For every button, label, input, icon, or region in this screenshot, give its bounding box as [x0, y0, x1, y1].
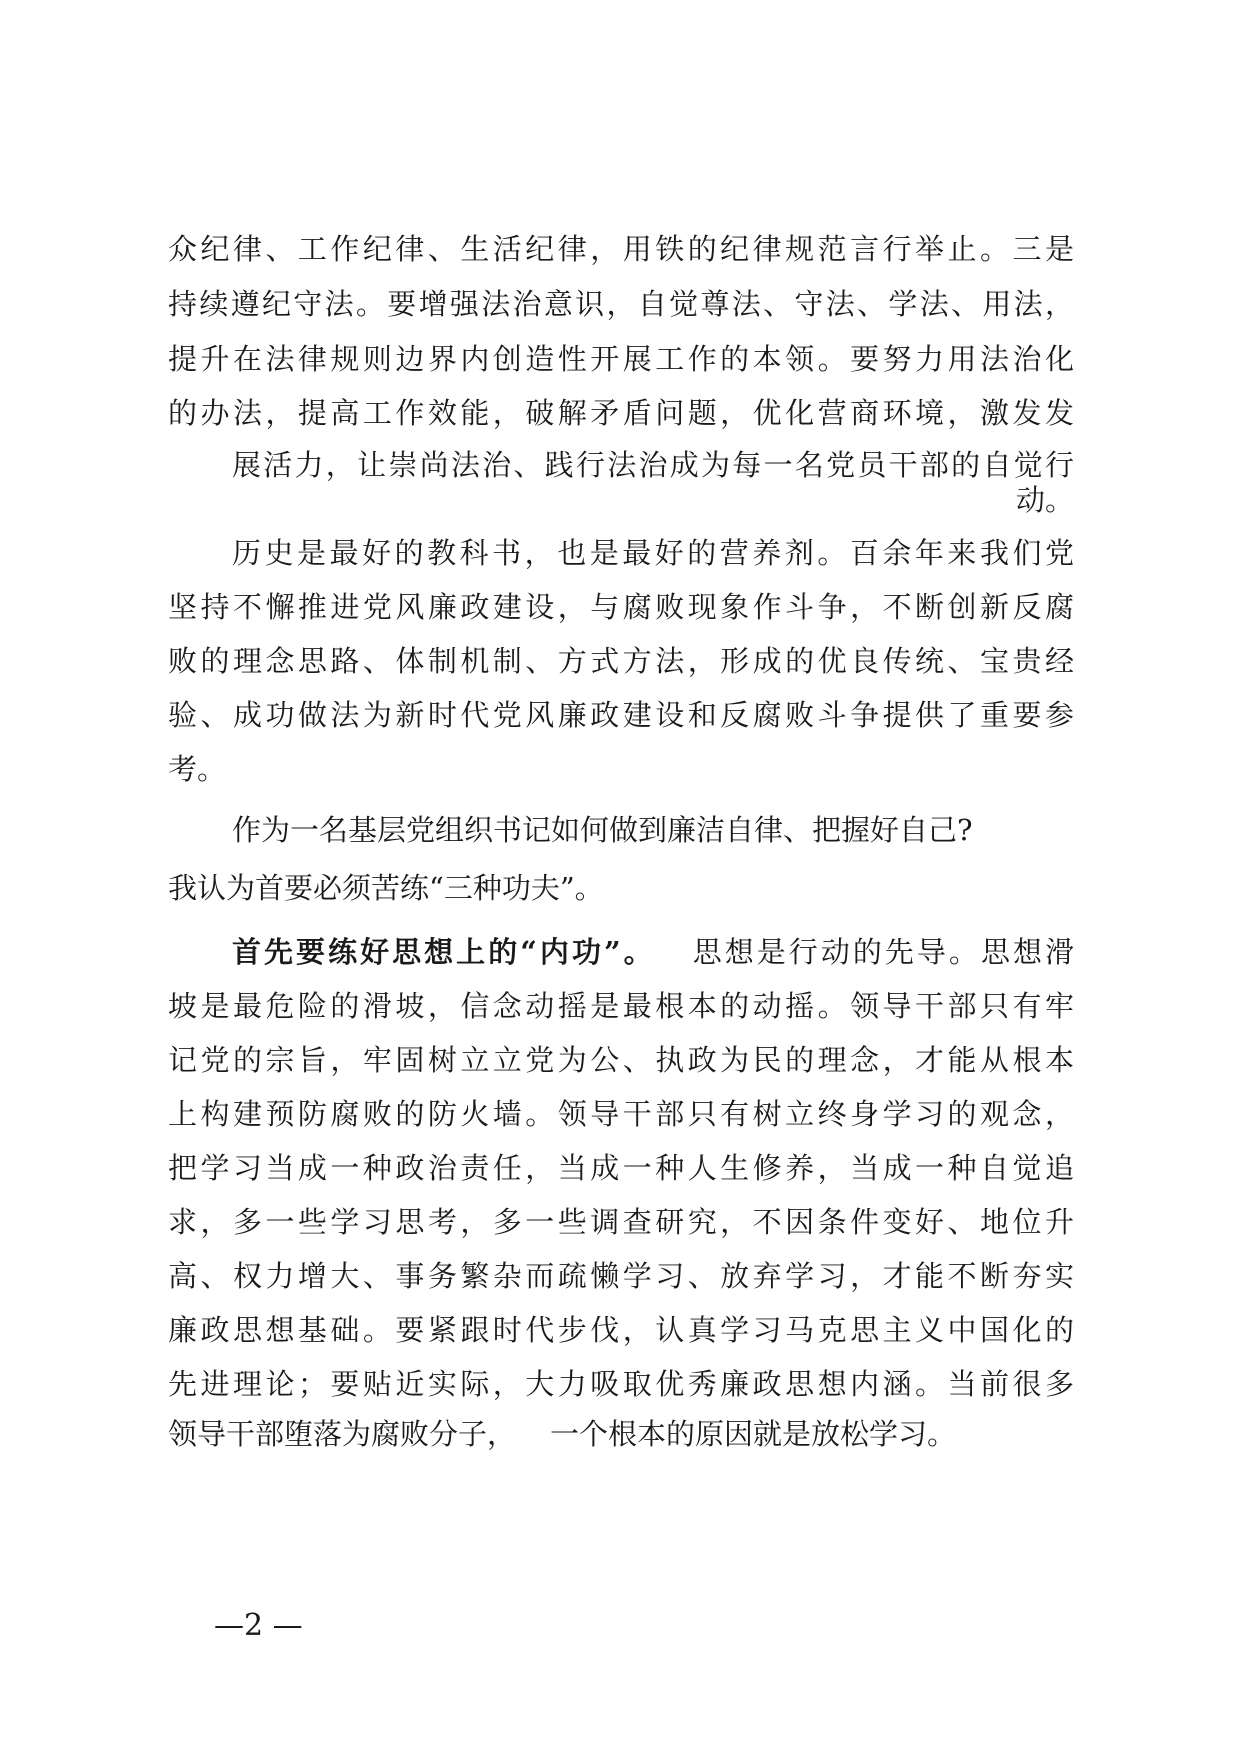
text-line: 廉政思想基础。要紧跟时代步伐，认真学习马克思主义中国化的 — [168, 1313, 1074, 1347]
text-line: 验、成功做法为新时代党风廉政建设和反腐败斗争提供了重要参 — [168, 698, 1074, 732]
line-segment: 领导干部堕落为腐败分子， — [168, 1417, 517, 1451]
text-line: 我认为首要必须苦练“三种功夫”。 — [168, 871, 604, 905]
text-line: 把学习当成一种政治责任，当成一种人生修养，当成一种自觉追 — [168, 1151, 1074, 1185]
text-line: 提升在法律规则边界内创造性开展工作的本领。要努力用法治化 — [168, 342, 1074, 376]
text-line: 考。 — [168, 752, 227, 786]
line-segment: 一个根本的原因就是放松学习。 — [550, 1417, 957, 1451]
text-line: 先进理论；要贴近实际，大力吸取优秀廉政思想内涵。当前很多 — [168, 1367, 1074, 1401]
paragraph-first-line: 作为一名基层党组织书记如何做到廉洁自律、把握好自己? — [232, 813, 973, 847]
text-line: 众纪律、工作纪律、生活纪律，用铁的纪律规范言行举止。三是 — [168, 232, 1074, 266]
heading-line-text: 思想是行动的先导。思想滑 — [689, 935, 1074, 969]
paragraph-first-line: 历史是最好的教科书，也是最好的营养剂。百余年来我们党 — [232, 536, 1074, 570]
text-line: 坚持不懈推进党风廉政建设，与腐败现象作斗争，不断创新反腐 — [168, 590, 1074, 624]
text-line: 记党的宗旨，牢固树立立党为公、执政为民的理念，才能从根本 — [168, 1043, 1074, 1077]
text-line — [168, 1410, 1074, 1458]
section-heading: 首先要练好思想上的“内功”。 — [232, 935, 656, 969]
text-line: 持续遵纪守法。要增强法治意识，自觉尊法、守法、学法、用法， — [168, 287, 1074, 321]
text-line: 求，多一些学习思考，多一些调查研究，不因条件变好、地位升 — [168, 1205, 1074, 1239]
page-number: —2 — — [214, 1608, 303, 1643]
text-line: 展活力，让崇尚法治、践行法治成为每一名党员干部的自觉行 — [232, 448, 1074, 482]
text-line: 坡是最危险的滑坡，信念动摇是最根本的动摇。领导干部只有牢 — [168, 989, 1074, 1023]
text-line: 高、权力增大、事务繁杂而疏懒学习、放弃学习，才能不断夯实 — [168, 1259, 1074, 1293]
text-line: 的办法，提高工作效能，破解矛盾问题，优化营商环境，激发发 — [168, 396, 1074, 430]
text-line: 败的理念思路、体制机制、方式方法，形成的优良传统、宝贵经 — [168, 644, 1074, 678]
text-line: 动。 — [1015, 483, 1074, 517]
heading-line — [232, 928, 1074, 976]
text-line: 上构建预防腐败的防火墙。领导干部只有树立终身学习的观念， — [168, 1097, 1074, 1131]
